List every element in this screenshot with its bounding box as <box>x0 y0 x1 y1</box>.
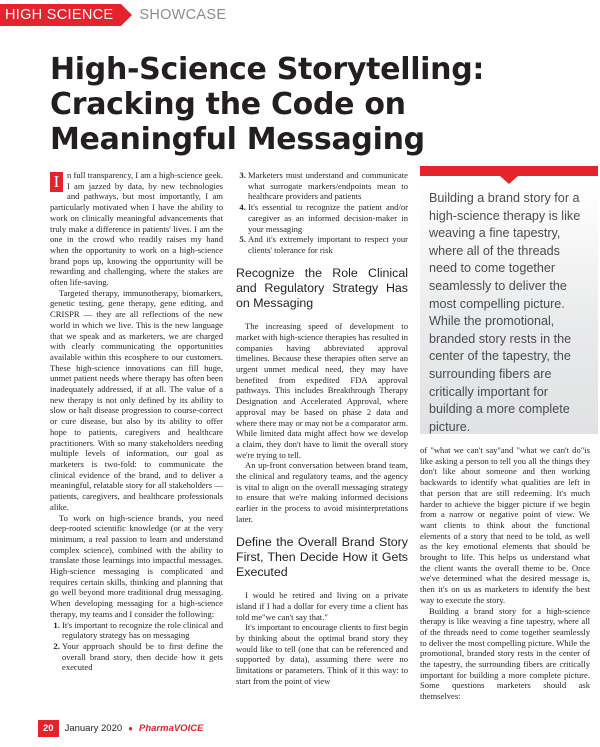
pull-quote-text: Building a brand story for a high-science therapy is like weaving a fine tapestry, where all of the threads need to come together seamlessly to deliver the most compelling picture. While the promotional, branded story rests in the center of the tapestry, the surrounding fibers are critically important for building a more complete picture. <box>429 191 581 434</box>
list-item: 5. And it's extremely important to respect your clients' tolerance for risk <box>248 234 408 255</box>
subheading: Recognize the Role Clinical and Regulatory Strategy Has on Messaging <box>236 265 408 311</box>
pull-quote-notch <box>500 176 518 184</box>
paragraph: Building a brand story for a high-science therapy is like weaving a fine tapestry, where all of the threads need to come together seamlessly to deliver the most compelling picture. While the promotional, branded story rests in the center of the tapestry, the surrounding fibers are critically important for building a more complete picture. Some questions marketers should ask themselves: <box>420 605 590 702</box>
issue-date: January 2020 <box>64 723 123 734</box>
paragraph: Targeted therapy, immunotherapy, biomarkers, genetic testing, gene therapy, gene editing, and CRISPR — they are all reflections of the new world in which we live. This is the new language that we speak and as marketers, we are charged with clearly communicating the opportunities available within this ecosphere to our customers. These high-science innovations can fill huge, unmet patient needs where therapy has often been inadequately addressed, if at all. The value of a new therapy is not only defined by its ability to slow or halt disease progression to course-correct or cure disease, but also by its ability to offer hope to patients, caregivers and healthcare practitioners. With so many stakeholders needing multiple levels of information, our goal as marketers is two-fold: to communicate the clinical evidence of the brand, and to deliver a meaningful, relatable story for all stakeholders — patients, caregivers, and healthcare professionals alike. <box>50 287 223 512</box>
paragraph: To work on high-science brands, you need deep-rooted scientific knowledge (or at the very minimum, a real passion to learn and understand complex science), combined with the ability to translate those learnings into impactful messages. High-science messaging is complicated and requires certain skills, thinking and planning that go well beyond more traditional drug messaging. When developing messaging for a high-science therapy, my teams and I consider the following: <box>50 512 223 619</box>
intro-text: n full transparency, I am a high-science geek. I am jazzed by data, by new technologies and pathways, but most importantly, I am particularly motivated when I have the ability to work on clinically meaningful advancements that truly make a difference in patients' lives. I am the one in the crowd who readily raises my hand when the opportunity to work on a high-science brand pops up, knowing the opportunity will be rewarding and challenging, where the stakes are often life-saving. <box>50 170 223 288</box>
publication-name: PharmaVOICE <box>139 723 204 734</box>
intro-paragraph <box>50 170 223 288</box>
list-item: 4. It's essential to recognize the patient and/or caregiver as an informed decision-maker in your messaging <box>248 202 408 234</box>
column-2 <box>236 170 408 687</box>
subheading: Define the Overall Brand Story First, Then Decide How it Gets Executed <box>236 534 408 579</box>
column-3 <box>420 445 590 702</box>
column-1 <box>50 170 223 677</box>
paragraph: I would be retired and living on a private island if I had a dollar for every time a client has told me"we can't say that." <box>236 590 408 622</box>
dropcap: I <box>50 172 63 192</box>
paragraph: The increasing speed of development to market with high-science therapies has resulted in companies having abbreviated approval timelines. Because these therapies often serve an urgent unmet medical need, they may have benefited from expedited FDA approval pathways. This includes Breakthrough Therapy Designation and Accelerated Approval, where approval may be based on phase 2 data and where there may or may not be a comparator arm. While limited data might affect how we develop a claim, they don't have to limit the overall story we're trying to tell. <box>236 321 408 460</box>
pull-quote-bar <box>420 166 598 176</box>
section-tag <box>0 4 226 26</box>
section-sublabel: SHOWCASE <box>139 7 227 23</box>
considerations-list <box>50 620 223 674</box>
page-number: 20 <box>38 720 59 737</box>
paragraph: of "what we can't say"and "what we can't do"is like asking a person to tell you all the things they don't like about someone and then working backwards to identify what qualities are left in that person that are still redeeming. It's much harder to achieve the bigger picture if we begin from a narrow or negative point of view. We want clients to think about the functional elements of a story that need to be told, as well as the key emotional elements that should be brought to life. This helps us understand what the client wants the overall theme to be. Once we've determined what the desired message is, then it's on us as marketers to identify the best way to execute the story. <box>420 445 590 605</box>
list-item: 2. Your approach should be to first define the overall brand story, then decide how it gets executed <box>62 641 223 673</box>
page-footer <box>38 720 203 737</box>
headline: High-Science Storytelling: Cracking the Code on Meaningful Messaging <box>50 52 485 157</box>
considerations-list-cont <box>236 170 408 256</box>
paragraph: It's important to encourage clients to first begin by thinking about the optimal brand story they would like to tell (one that can be referenced and supported by data), assuming there were no limitations or parameters. Think of it this way: to start from the point of view <box>236 622 408 686</box>
section-label: HIGH SCIENCE <box>0 4 121 26</box>
paragraph: An up-front conversation between brand team, the clinical and regulatory teams, and the agency is vital to align on the overall messaging strategy to ensure that we're making informed decisions earlier in the process to avoid misinterpretations later. <box>236 460 408 524</box>
list-item: 3. Marketers must understand and communicate what surrogate markers/endpoints mean to healthcare providers and patients <box>248 170 408 202</box>
pull-quote <box>420 166 598 434</box>
separator-dot: ● <box>128 724 133 733</box>
list-item: 1. It's important to recognize the role clinical and regulatory strategy has on messaging <box>62 620 223 641</box>
